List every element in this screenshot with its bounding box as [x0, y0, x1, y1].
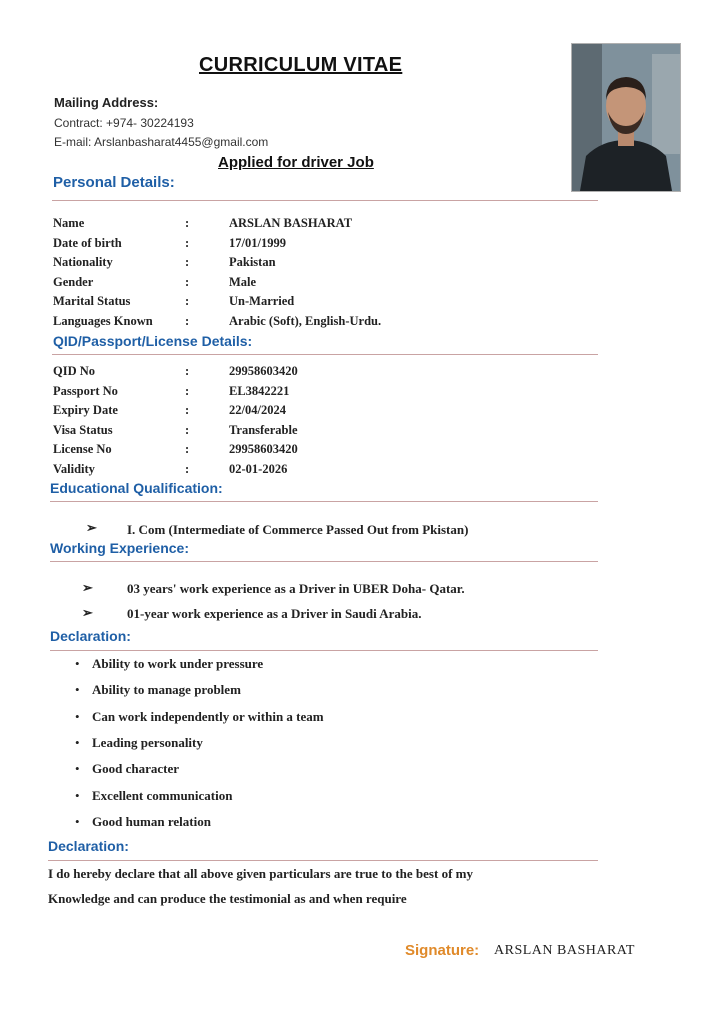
declaration-heading: Declaration:	[50, 628, 131, 644]
row-colon: :	[185, 274, 190, 289]
documents-heading: QID/Passport/License Details:	[53, 333, 253, 349]
section-divider	[52, 200, 598, 201]
documents-row-qid	[53, 364, 573, 383]
declaration-item: Excellent communication	[92, 788, 233, 803]
section-divider	[48, 860, 598, 861]
row-value: 17/01/1999	[229, 235, 286, 250]
education-heading: Educational Qualification:	[50, 480, 223, 496]
declaration-item: Ability to work under pressure	[92, 656, 264, 671]
declaration-item: Good human relation	[92, 814, 211, 829]
row-label: Passport No	[53, 383, 118, 398]
row-colon: :	[185, 216, 190, 230]
declaration-statement-heading: Declaration:	[48, 838, 129, 854]
row-colon: :	[185, 235, 190, 250]
bullet-dot-icon: •	[75, 682, 80, 697]
profile-photo-image	[572, 44, 680, 191]
row-value: Un-Married	[229, 294, 295, 308]
row-label: Name	[53, 216, 85, 230]
profile-photo	[571, 43, 681, 192]
email-address: E-mail: Arslanbasharat4455@gmail.com	[54, 135, 269, 149]
arrow-bullet-icon: ➢	[82, 580, 93, 595]
row-value: 29958603420	[229, 364, 298, 378]
row-colon: :	[185, 403, 190, 417]
signature-label: Signature:	[405, 942, 480, 959]
row-colon: :	[185, 294, 190, 308]
personal-row-name	[53, 216, 573, 235]
declaration-item: Leading personality	[92, 735, 203, 750]
row-value: 02-01-2026	[229, 461, 288, 476]
row-colon: :	[185, 442, 190, 456]
experience-item: 03 years' work experience as a Driver in UBER Doha- Qatar.	[127, 581, 465, 596]
row-value: Transferable	[229, 422, 298, 437]
row-label: License No	[53, 442, 112, 456]
row-value: 22/04/2024	[229, 403, 286, 417]
row-value: Male	[229, 274, 257, 289]
row-colon: :	[185, 422, 190, 437]
document-title: CURRICULUM VITAE	[199, 54, 403, 76]
row-label: Gender	[53, 274, 94, 289]
row-label: QID No	[53, 364, 96, 378]
personal-details-heading: Personal Details:	[53, 174, 175, 191]
section-divider	[50, 650, 598, 651]
section-divider	[50, 501, 598, 502]
personal-row-dob	[53, 236, 573, 255]
declaration-item: Good character	[92, 761, 180, 776]
experience-heading: Working Experience:	[50, 540, 190, 556]
row-colon: :	[185, 461, 190, 476]
section-divider	[50, 561, 598, 562]
bullet-dot-icon: •	[75, 735, 80, 750]
row-value: ARSLAN BASHARAT	[229, 216, 353, 230]
declaration-statement-line: I do hereby declare that all above given particulars are true to the best of my	[48, 866, 473, 881]
row-value: Arabic (Soft), English-Urdu.	[229, 313, 382, 328]
applied-for-job: Applied for driver Job	[218, 154, 374, 171]
personal-row-nationality	[53, 255, 573, 274]
personal-row-marital	[53, 294, 573, 313]
row-value: EL3842221	[229, 383, 290, 398]
personal-row-gender	[53, 275, 573, 294]
bullet-dot-icon: •	[75, 709, 80, 724]
row-label: Date of birth	[53, 235, 122, 250]
documents-row-expiry	[53, 403, 573, 422]
documents-row-visa	[53, 423, 573, 442]
row-value: Pakistan	[229, 255, 276, 269]
arrow-bullet-icon: ➢	[82, 605, 93, 620]
row-colon: :	[185, 364, 190, 378]
documents-row-passport	[53, 384, 573, 403]
row-label: Visa Status	[53, 422, 113, 437]
row-colon: :	[185, 255, 190, 269]
row-label: Validity	[53, 461, 95, 476]
bullet-dot-icon: •	[75, 788, 80, 803]
signature-name: ARSLAN BASHARAT	[494, 943, 635, 958]
experience-item: 01-year work experience as a Driver in Saudi Arabia.	[127, 606, 422, 621]
bullet-dot-icon: •	[75, 761, 80, 776]
documents-row-validity	[53, 462, 573, 481]
personal-row-languages	[53, 314, 573, 333]
row-label: Expiry Date	[53, 403, 118, 417]
bullet-dot-icon: •	[75, 814, 80, 829]
education-item: I. Com (Intermediate of Commerce Passed Out from Pkistan)	[127, 522, 469, 537]
declaration-item: Can work independently or within a team	[92, 709, 324, 724]
contact-number: Contract: +974- 30224193	[54, 116, 194, 130]
declaration-statement-line: Knowledge and can produce the testimonial as and when require	[48, 891, 407, 906]
arrow-bullet-icon: ➢	[86, 520, 97, 535]
section-divider	[52, 354, 598, 355]
declaration-item: Ability to manage problem	[92, 682, 241, 697]
row-colon: :	[185, 313, 190, 328]
mailing-address-label: Mailing Address:	[54, 95, 159, 110]
row-label: Marital Status	[53, 294, 131, 308]
documents-row-license	[53, 442, 573, 461]
row-colon: :	[185, 383, 190, 398]
row-value: 29958603420	[229, 442, 298, 456]
row-label: Nationality	[53, 255, 113, 269]
row-label: Languages Known	[53, 313, 153, 328]
bullet-dot-icon: •	[75, 656, 80, 671]
